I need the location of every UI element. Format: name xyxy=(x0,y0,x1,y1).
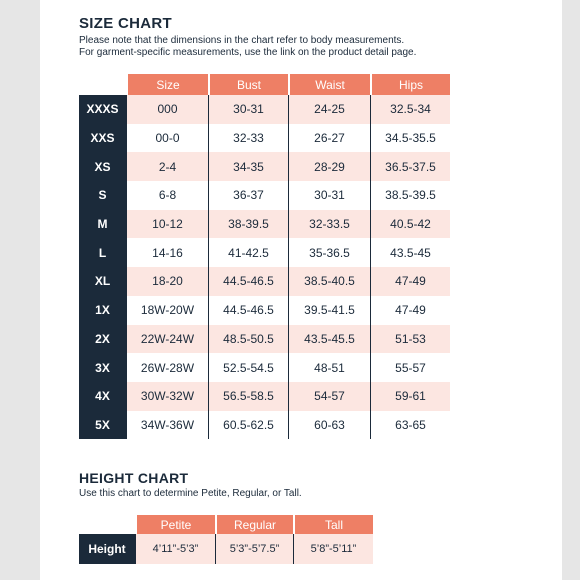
hips-value: 59-61 xyxy=(370,382,450,411)
size-chart-table xyxy=(79,74,450,439)
size-value: 2-4 xyxy=(126,152,208,181)
size-label: 4X xyxy=(79,382,126,411)
size-value: 000 xyxy=(126,95,208,124)
size-label: S xyxy=(79,181,126,210)
height-chart-header-petite: Petite xyxy=(135,515,215,534)
waist-value: 38.5-40.5 xyxy=(288,267,370,296)
size-chart-corner xyxy=(79,74,126,95)
waist-value: 30-31 xyxy=(288,181,370,210)
height-chart-title: HEIGHT CHART xyxy=(79,470,189,486)
hips-value: 55-57 xyxy=(370,353,450,382)
hips-value: 47-49 xyxy=(370,267,450,296)
table-row xyxy=(79,95,450,124)
waist-value: 54-57 xyxy=(288,382,370,411)
waist-value: 26-27 xyxy=(288,124,370,153)
size-label: XXS xyxy=(79,124,126,153)
table-row xyxy=(79,124,450,153)
bust-value: 44.5-46.5 xyxy=(208,267,288,296)
height-chart-header-tall: Tall xyxy=(293,515,373,534)
waist-value: 28-29 xyxy=(288,152,370,181)
size-value: 26W-28W xyxy=(126,353,208,382)
size-value: 34W-36W xyxy=(126,411,208,440)
table-row xyxy=(79,296,450,325)
size-value: 30W-32W xyxy=(126,382,208,411)
bust-value: 34-35 xyxy=(208,152,288,181)
hips-value: 47-49 xyxy=(370,296,450,325)
bust-value: 38-39.5 xyxy=(208,210,288,239)
size-chart-note-line1: Please note that the dimensions in the chart refer to body measurements. xyxy=(79,35,405,46)
table-row xyxy=(79,325,450,354)
table-row xyxy=(79,181,450,210)
size-label: XL xyxy=(79,267,126,296)
height-chart-note: Use this chart to determine Petite, Regular, or Tall. xyxy=(79,488,302,499)
hips-value: 38.5-39.5 xyxy=(370,181,450,210)
size-value: 6-8 xyxy=(126,181,208,210)
hips-value: 32.5-34 xyxy=(370,95,450,124)
hips-value: 51-53 xyxy=(370,325,450,354)
size-chart-header-size: Size xyxy=(126,74,208,95)
size-label: 5X xyxy=(79,411,126,440)
size-label: 2X xyxy=(79,325,126,354)
regular-value: 5’3”-5’7.5” xyxy=(215,534,293,564)
height-chart-corner xyxy=(79,515,135,534)
size-chart-header-waist: Waist xyxy=(288,74,370,95)
size-guide-page xyxy=(40,0,562,580)
size-label: 1X xyxy=(79,296,126,325)
waist-value: 48-51 xyxy=(288,353,370,382)
height-chart-table xyxy=(79,515,373,564)
table-row xyxy=(79,353,450,382)
bust-value: 44.5-46.5 xyxy=(208,296,288,325)
size-label: L xyxy=(79,238,126,267)
waist-value: 39.5-41.5 xyxy=(288,296,370,325)
hips-value: 34.5-35.5 xyxy=(370,124,450,153)
bust-value: 52.5-54.5 xyxy=(208,353,288,382)
table-row xyxy=(79,267,450,296)
size-label: XXXS xyxy=(79,95,126,124)
size-value: 14-16 xyxy=(126,238,208,267)
waist-value: 43.5-45.5 xyxy=(288,325,370,354)
petite-value: 4’11”-5’3” xyxy=(135,534,215,564)
table-row xyxy=(79,382,450,411)
size-chart-title: SIZE CHART xyxy=(79,15,172,32)
size-chart-header-hips: Hips xyxy=(370,74,450,95)
bust-value: 60.5-62.5 xyxy=(208,411,288,440)
size-label: M xyxy=(79,210,126,239)
bust-value: 41-42.5 xyxy=(208,238,288,267)
bust-value: 48.5-50.5 xyxy=(208,325,288,354)
size-value: 00-0 xyxy=(126,124,208,153)
bust-value: 36-37 xyxy=(208,181,288,210)
table-row xyxy=(79,534,373,564)
table-row xyxy=(79,210,450,239)
size-value: 22W-24W xyxy=(126,325,208,354)
size-value: 18W-20W xyxy=(126,296,208,325)
hips-value: 43.5-45 xyxy=(370,238,450,267)
size-label: XS xyxy=(79,152,126,181)
table-row xyxy=(79,152,450,181)
bust-value: 32-33 xyxy=(208,124,288,153)
table-row xyxy=(79,411,450,440)
size-chart-header-row xyxy=(79,74,450,95)
size-value: 10-12 xyxy=(126,210,208,239)
hips-value: 36.5-37.5 xyxy=(370,152,450,181)
height-chart-header-regular: Regular xyxy=(215,515,293,534)
size-value: 18-20 xyxy=(126,267,208,296)
waist-value: 35-36.5 xyxy=(288,238,370,267)
height-label: Height xyxy=(79,534,135,564)
height-chart-header-row xyxy=(79,515,373,534)
size-chart-header-bust: Bust xyxy=(208,74,288,95)
waist-value: 24-25 xyxy=(288,95,370,124)
tall-value: 5’8”-5’11” xyxy=(293,534,373,564)
table-row xyxy=(79,238,450,267)
hips-value: 63-65 xyxy=(370,411,450,440)
hips-value: 40.5-42 xyxy=(370,210,450,239)
size-label: 3X xyxy=(79,353,126,382)
waist-value: 32-33.5 xyxy=(288,210,370,239)
size-chart-note-line2: For garment-specific measurements, use the link on the product detail page. xyxy=(79,47,417,58)
waist-value: 60-63 xyxy=(288,411,370,440)
bust-value: 56.5-58.5 xyxy=(208,382,288,411)
bust-value: 30-31 xyxy=(208,95,288,124)
